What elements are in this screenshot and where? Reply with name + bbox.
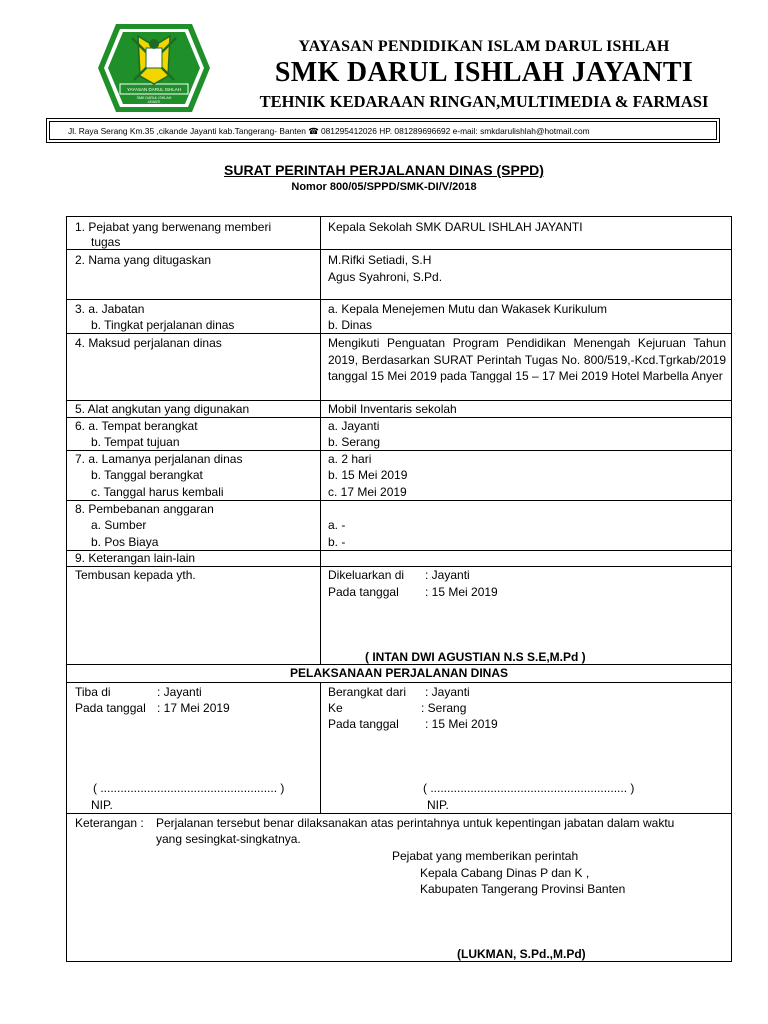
column-divider [320,217,321,664]
document-number: Nomor 800/05/SPPD/SMK-DI/V/2018 [291,181,477,193]
official-signature: (LUKMAN, S.Pd.,M.Pd) [457,947,586,961]
row8-label-b: b. Pos Biaya [91,535,159,549]
row4-label: 4. Maksud perjalanan dinas [75,336,222,350]
row3-label-b: b. Tingkat perjalanan dinas [91,318,235,332]
left-signature-line: ( ..................................................... ) [93,781,285,795]
row-divider [67,813,731,814]
official-line-1: Pejabat yang memberikan perintah [392,849,579,863]
issuer-signature: ( INTAN DWI AGUSTIAN N.S S.E,M.Pd ) [365,650,586,664]
row3-value-a: a. Kepala Menejemen Mutu dan Wakasek Kurikulum [328,302,608,316]
document-title [0,162,768,178]
school-name: SMK DARUL ISHLAH JAYANTI [274,57,694,88]
row2-value-1: M.Rifki Setiadi, S.H [328,253,432,267]
row7-label-c: c. Tanggal harus kembali [91,485,224,499]
official-line-3: Kabupaten Tangerang Provinsi Banten [420,882,626,896]
arrived-date-value: : 17 Mei 2019 [157,701,230,715]
depart-label: Berangkat dari [328,685,407,699]
row1-value: Kepala Sekolah SMK DARUL ISHLAH JAYANTI [328,220,583,234]
arrived-date-label: Pada tanggal [75,701,146,715]
row2-label: 2. Nama yang ditugaskan [75,253,212,267]
to-label: Ke [328,701,343,715]
remarks-text-1: Perjalanan tersebut benar dilaksanakan atas perintahnya untuk kepentingan jabatan dalam waktu [156,816,675,830]
right-signature-line: ( ........................................................... ) [423,781,635,795]
issued-on-value: : 15 Mei 2019 [425,585,498,599]
row5-value: Mobil Inventaris sekolah [328,402,457,416]
school-programs: TEHNIK KEDARAAN RINGAN,MULTIMEDIA & FARMASI [259,92,709,111]
row8-label: 8. Pembebanan anggaran [75,502,214,516]
right-nip: NIP. [427,798,449,812]
row1-label: 1. Pejabat yang berwenang memberi [75,220,272,234]
issued-on-label: Pada tanggal [328,585,399,599]
school-logo [98,24,210,112]
row7-value-a: a. 2 hari [328,452,372,466]
row9-label: 9. Keterangan lain-lain [75,551,196,565]
row-divider [67,682,731,683]
row7-label-b: b. Tanggal berangkat [91,468,203,482]
row6-value-b: b. Serang [328,435,381,449]
row7-value-c: c. 17 Mei 2019 [328,485,407,499]
depart-value: : Jayanti [425,685,470,699]
execution-heading: PELAKSANAAN PERJALANAN DINAS [289,666,508,680]
row8-value-b: b. - [328,535,346,549]
column-divider [320,682,321,813]
row7-label-a: 7. a. Lamanya perjalanan dinas [75,452,243,466]
arrived-value: : Jayanti [157,685,202,699]
logo-text-mid: SMK DARUL ISHLAH [136,96,172,100]
remarks-label: Keterangan : [75,816,144,830]
row1-label-cont: tugas [91,235,121,249]
row6-label-b: b. Tempat tujuan [91,435,180,449]
row4-value: Mengikuti Penguatan Program Pendidikan Menengah Kejuruan Tahun 2019, Berdasarkan SURAT Perintah Tugas No. 800/519,-Kcd.Tgrkab/2019 tanggal 15 Mei 2019 pada Tanggal 15 – 17 Mei 2019 Hotel Marbella Anyer [328,336,726,383]
official-line-2: Kepala Cabang Dinas P dan K , [420,866,590,880]
logo-text-bottom: JAYANTI [147,100,161,104]
sppd-table [66,216,732,962]
row2-value-2: Agus Syahroni, S.Pd. [328,270,443,284]
depart-date-value: : 15 Mei 2019 [425,717,498,731]
left-nip: NIP. [91,798,113,812]
row3-value-b: b. Dinas [328,318,373,332]
issued-at-label: Dikeluarkan di [328,568,405,582]
foundation-name: YAYASAN PENDIDIKAN ISLAM DARUL ISHLAH [298,38,670,55]
issued-at-value: : Jayanti [425,568,470,582]
depart-date-label: Pada tanggal [328,717,399,731]
row6-label-a: 6. a. Tempat berangkat [75,419,198,433]
remarks-text-2: yang sesingkat-singkatnya. [156,832,301,846]
document-title-text: SURAT PERINTAH PERJALANAN DINAS (SPPD) [224,162,544,178]
row7-value-b: b. 15 Mei 2019 [328,468,408,482]
row-divider [67,299,731,300]
row6-value-a: a. Jayanti [328,419,380,433]
row8-value-a: a. - [328,518,346,532]
row8-label-a: a. Sumber [91,518,147,532]
address-text: Jl. Raya Serang Km.35 ,cikande Jayanti kab.Tangerang- Banten ☎ 081295412026 HP. 081289696692 e-mail: smkdarulishlah@hotmail.com [49,121,717,140]
arrived-label: Tiba di [75,685,111,699]
address-box [46,118,720,143]
row3-label-a: 3. a. Jabatan [75,302,145,316]
logo-text-top: YAYASAN DARUL ISHLAH [126,87,182,92]
cc-label: Tembusan kepada yth. [75,568,196,582]
row-divider [67,249,731,250]
row5-label: 5. Alat angkutan yang digunakan [75,402,250,416]
to-value: : Serang [421,701,467,715]
